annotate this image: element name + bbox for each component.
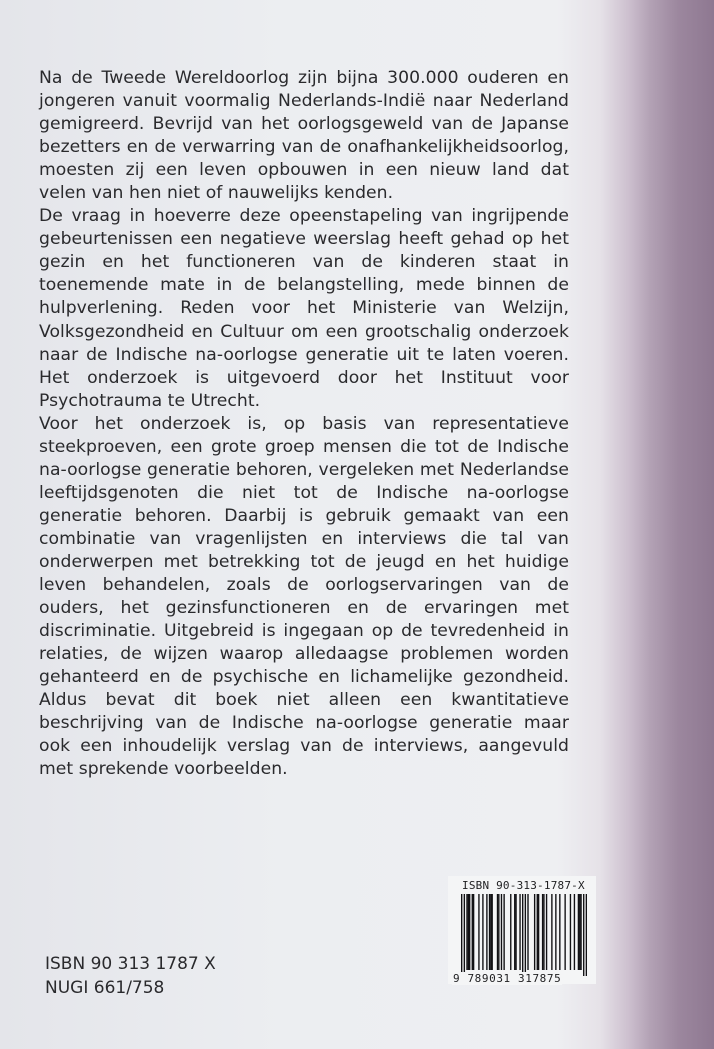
barcode-bar	[542, 894, 543, 970]
barcode-bar	[461, 894, 462, 976]
barcode-bar	[551, 894, 552, 970]
barcode-bar	[579, 894, 580, 970]
barcode-bar	[580, 894, 581, 970]
barcode-bar	[574, 894, 575, 970]
barcode-bar	[555, 894, 556, 970]
barcode-bar	[486, 894, 487, 970]
barcode-bar	[501, 894, 502, 970]
blurb-paragraph-1: Na de Tweede Wereldoorlog zijn bijna 300.000 ouderen en jongeren vanuit voormalig Nederlands-Indië naar Nederland gemigreerd. Bevrijd van het oorlogsgeweld van de Japanse bezetters en de verwarring van de onafhankelijkheidsoorlog, moesten zij een leven opbouwen in een nieuw land dat velen van hen niet of nauwelijks kenden.	[39, 68, 569, 204]
barcode-bar	[522, 894, 523, 976]
barcode-bar	[498, 894, 499, 970]
barcode-bar	[497, 894, 498, 970]
blurb-paragraph-3: Voor het onderzoek is, op basis van representatieve steekproeven, een grote groep mensen die tot de Indische na-oorlogse generatie behoren, vergeleken met Nederlandse leeftijdsgenoten die niet tot de Indische na-oorlogse generatie behoren. Daarbij is gebruik gemaakt van een combinatie van vragenlijsten en interviews die tal van onderwerpen met betrekking tot de jeugd en het huidige leven behandelen, zoals de oorlogservaringen van de ouders, het gezinsfunctioneren en de ervaringen met discriminatie. Uitgebreid is ingegaan op de tevredenheid in relaties, de wijzen waarop alledaagse problemen worden gehanteerd en de psychische en lichamelijke gezondheid. Aldus bevat dit boek niet alleen een kwantitatieve beschrijving van de Indische na-oorlogse generatie maar ook een inhoudelijk verslag van de interviews, aangevuld met sprekende voorbeelden.	[39, 413, 569, 780]
barcode-bar	[489, 894, 490, 970]
barcode-digits: 9 789031 317875	[453, 972, 562, 985]
blurb-paragraph-2: De vraag in hoeverre deze opeenstapeling van ingrijpende gebeurtenissen een negatieve weerslag heeft gehad op het gezin en het functioneren van de kinderen staat in toenemende mate in de belangstelling, mede binnen de hulpverlening. Reden voor het Ministerie van Welzijn, Volksgezondheid en Cultuur om een grootschalig onderzoek naar de Indische na-oorlogse generatie uit te laten voeren. Het onderzoek is uitgevoerd door het Instituut voor Psychotrauma te Utrecht.	[39, 206, 569, 411]
blurb-text	[39, 67, 569, 781]
barcode-bar	[538, 894, 539, 970]
barcode-bar	[559, 894, 560, 970]
barcode-bar	[492, 894, 493, 970]
barcode-bar	[478, 894, 479, 970]
barcode-bar	[586, 894, 587, 976]
barcode-bar	[490, 894, 491, 970]
barcode-bar	[519, 894, 520, 970]
barcode-bar	[583, 894, 584, 976]
barcode-bar	[482, 894, 483, 970]
barcode-bar	[510, 894, 511, 970]
barcode-bar	[473, 894, 474, 970]
barcode-bar	[525, 894, 526, 976]
ean-barcode	[461, 894, 587, 976]
nugi-line: NUGI 661/758	[45, 978, 165, 998]
barcode-bar	[468, 894, 469, 970]
barcode-bar	[472, 894, 473, 970]
barcode-bar	[578, 894, 579, 970]
barcode-bar	[564, 894, 565, 970]
barcode-bar	[543, 894, 544, 970]
barcode-bar	[534, 894, 535, 970]
isbn-line: ISBN 90 313 1787 X	[45, 954, 216, 974]
barcode-bar	[464, 894, 465, 976]
barcode-bar	[570, 894, 571, 970]
barcode-bar	[515, 894, 516, 970]
barcode-bar	[503, 894, 504, 970]
barcode-bar	[546, 894, 547, 970]
barcode-bar	[514, 894, 515, 970]
barcode-bar	[527, 894, 528, 970]
barcode-bar	[466, 894, 467, 970]
catalog-codes	[45, 952, 216, 1000]
barcode-bar	[469, 894, 470, 970]
barcode-isbn-text: ISBN 90-313-1787-X	[462, 879, 585, 892]
barcode-bar	[537, 894, 538, 970]
